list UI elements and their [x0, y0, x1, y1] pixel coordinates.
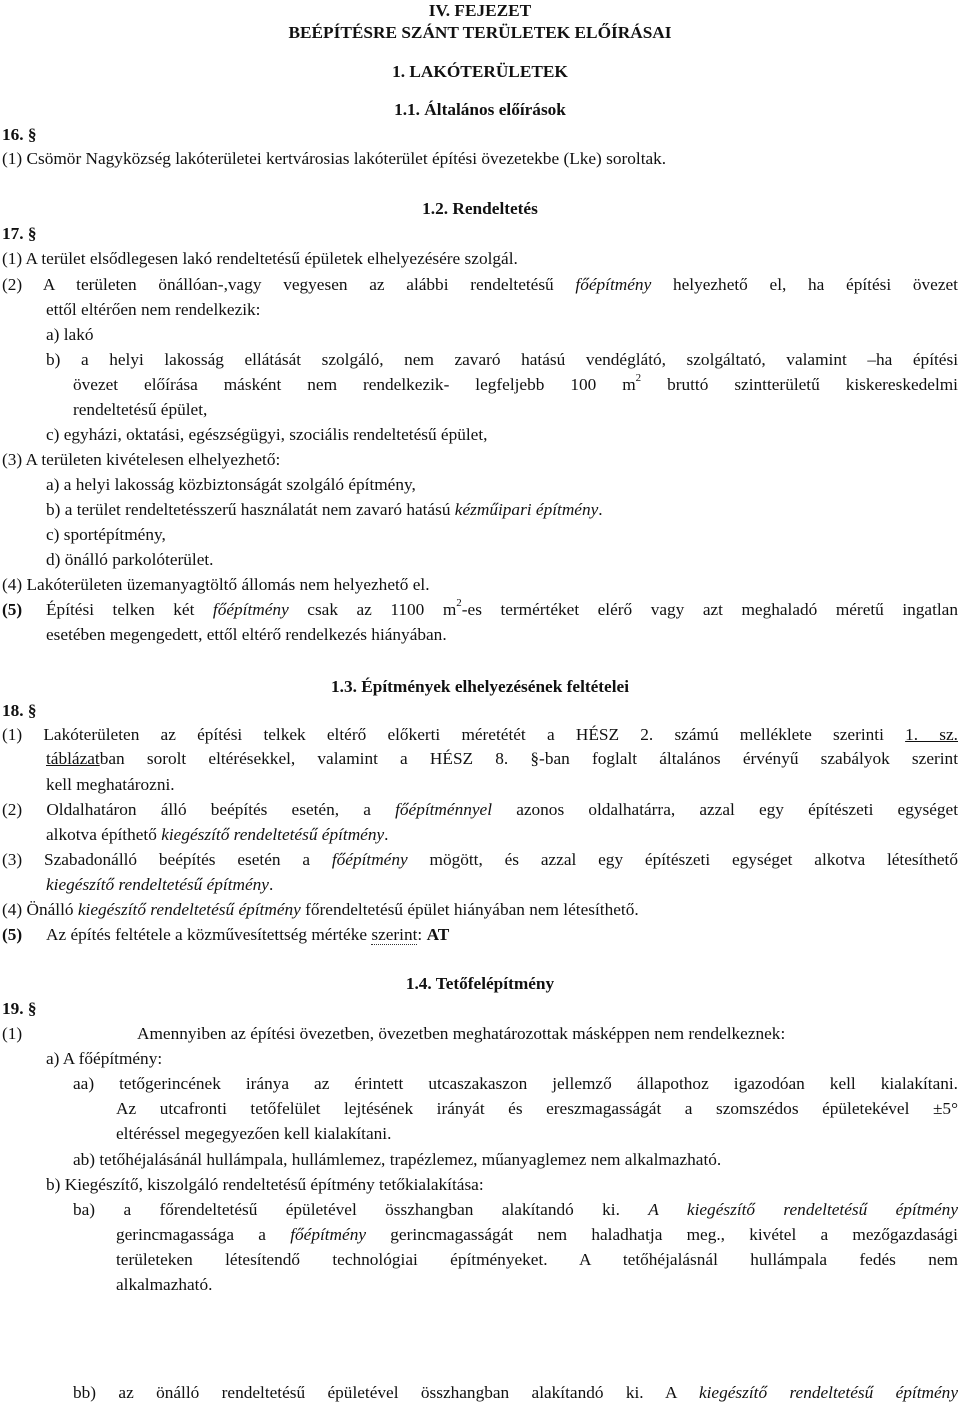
- text-run: bb) az önálló rendeltetésű épületével összhangban alakítandó ki. A: [73, 1383, 677, 1402]
- section-1-2-heading: 1.2. Rendeltetés: [422, 199, 538, 218]
- paragraph-18-sub-2-line-2: [46, 822, 389, 848]
- text-run: Az építés feltétele a közművesítettség mértéke: [46, 925, 368, 944]
- table-reference-link[interactable]: táblázat: [46, 749, 100, 768]
- term-foepitmeny: főépítmény: [290, 1225, 367, 1244]
- sub-3-item-c: c) sportépítmény,: [46, 525, 166, 544]
- text-run: b) a terület rendeltetésszerű használatát nem zavaró hatású: [46, 500, 451, 519]
- superscript: 2: [635, 372, 642, 385]
- sub-3-item-d: d) önálló parkolóterület.: [46, 550, 214, 569]
- item-ba-line-4: alkalmazható.: [116, 1275, 213, 1294]
- subsection-title: 1.1. Általános előírások: [394, 100, 566, 119]
- item-aa-line-2: Az utcafronti tetőfelület lejtésének irányát és ereszmagasságát a szomszédos épületekével ±5°: [116, 1099, 958, 1118]
- item-a: a) A főépítmény:: [46, 1049, 163, 1068]
- paragraph-16-number: 16. §: [2, 125, 37, 144]
- chapter-title: BEÉPÍTÉSRE SZÁNT TERÜLETEK ELŐÍRÁSAI: [288, 23, 672, 42]
- term-foepitmeny: főépítmény: [331, 850, 408, 869]
- text-run: bruttó szintterületű kiskereskedelmi: [667, 375, 958, 394]
- term-foepitmeny: főépítmény: [212, 600, 289, 619]
- item-bb-line-1: [73, 1380, 958, 1406]
- list-item-b-line-1: b) a helyi lakosság ellátását szolgáló, nem zavaró hatású vendéglátó, szolgáltató, valamint –ha építési: [46, 350, 958, 369]
- text-run: :: [417, 925, 423, 944]
- sub-3-item-a: a) a helyi lakosság közbiztonságát szolgáló építmény,: [46, 475, 416, 494]
- paragraph-17-sub-5-line-2: esetében megengedett, ettől eltérő rendelkezés hiányában.: [46, 625, 447, 644]
- text-run: gerincmagasságát nem haladhatja meg., kivétel a mezőgazdasági: [390, 1225, 958, 1244]
- text-run: .: [598, 500, 603, 519]
- text-run: (4) Önálló: [2, 900, 74, 919]
- list-item-c: c) egyházi, oktatási, egészségügyi, szociális rendeltetésű épület,: [46, 425, 488, 444]
- term-kiegeszito-epitmeny: A kiegészítő rendeltetésű építmény: [648, 1200, 958, 1219]
- item-b: b) Kiegészítő, kiszolgáló rendeltetésű építmény tetőkialakítása:: [46, 1175, 484, 1194]
- text-run: Építési telken két: [46, 600, 195, 619]
- text-run: (1) Lakóterületen az építési telkek eltérő előkerti méretétét a HÉSZ 2. számú melléklete szerinti: [2, 725, 884, 744]
- text-run: .: [268, 875, 274, 894]
- paragraph-18-sub-1-line-3: kell meghatározni.: [46, 775, 175, 794]
- paragraph-18-sub-5: [46, 922, 449, 948]
- text-run: ba) a főrendeltetésű épületével összhangban alakítandó ki.: [73, 1200, 620, 1219]
- item-aa-line-1: aa) tetőgerincének iránya az érintett utcaszakaszon jellemző állapothoz igazodóan kell kialakítani.: [73, 1074, 958, 1093]
- sub-3-item-b: [46, 497, 603, 523]
- item-ab: ab) tetőhéjalásánál hullámpala, hullámlemez, trapézlemez, műanyaglemez nem alkalmazható.: [73, 1150, 722, 1169]
- term-foepitmennyel: főépítménnyel: [395, 800, 493, 819]
- item-aa-line-3: eltéréssel megegyezően kell kialakítani.: [116, 1124, 392, 1143]
- text-run: .: [384, 825, 389, 844]
- table-reference-link[interactable]: 1. sz.: [905, 725, 959, 744]
- paragraph-17-sub-5-line-1: [46, 597, 958, 623]
- text-run: gerincmagassága a: [116, 1225, 266, 1244]
- text-run: (2) A területen önállóan-,vagy vegyesen az alábbi rendeltetésű: [2, 275, 554, 294]
- term-kiegeszito-epitmeny: kiegészítő rendeltetésű építmény: [161, 825, 385, 844]
- superscript: 2: [456, 597, 462, 610]
- text-run: (2) Oldalhatáron álló beépítés esetén, a: [2, 800, 371, 819]
- item-ba-line-3: területeken létesítendő technológiai építményeket. A tetőhéjalásnál hullámpala fedés nem: [116, 1250, 958, 1269]
- paragraph-19-sub-1-number: (1): [2, 1024, 23, 1043]
- term-kiegeszito-epitmeny: kiegészítő rendeltetésű építmény: [698, 1383, 958, 1402]
- paragraph-17-sub-3: (3) A területen kivételesen elhelyezhető:: [2, 450, 281, 469]
- text-run: -es termértéket elérő vagy azt meghaladó méretű ingatlan: [461, 600, 958, 619]
- paragraph-17-number: 17. §: [2, 224, 37, 243]
- list-item-a-lako: a) lakó: [46, 325, 94, 344]
- item-ba-line-2: [116, 1222, 958, 1248]
- paragraph-18-sub-4: [2, 897, 639, 923]
- text-run: (3) Szabadonálló beépítés esetén a: [2, 850, 311, 869]
- paragraph-18-sub-1-line-1: [2, 722, 958, 748]
- paragraph-18-sub-3-line-2: [46, 872, 273, 898]
- paragraph-17-sub-2-line-2: ettől eltérően nem rendelkezik:: [46, 300, 261, 319]
- paragraph-18-sub-1-line-2: [46, 746, 958, 772]
- text-run: helyezhető el, ha építési övezet: [672, 275, 958, 294]
- text-run: főrendeltetésű épület hiányában nem létesíthető.: [305, 900, 639, 919]
- text-run: mögött, és azzal egy építészeti egységet alkotva létesíthető: [429, 850, 958, 869]
- chapter-number: IV. FEJEZET: [428, 1, 532, 20]
- term-kiegeszito-epitmeny: kiegészítő rendeltetésű építmény: [77, 900, 301, 919]
- paragraph-17-sub-4: (4) Lakóterületen üzemanyagtöltő állomás nem helyezhető el.: [2, 575, 430, 594]
- paragraph-17-sub-5-number: (5): [2, 600, 23, 619]
- paragraph-19-sub-1-text: Amennyiben az építési övezetben, övezetben meghatározottak másképpen nem rendelkeznek:: [137, 1024, 786, 1043]
- text-run: azonos oldalhatárra, azzal egy építészeti egységet: [516, 800, 958, 819]
- paragraph-18-number: 18. §: [2, 701, 37, 720]
- text-run: csak az 1100 m: [307, 600, 457, 619]
- paragraph-18-sub-3-line-1: [2, 847, 958, 873]
- paragraph-17-sub-1: (1) A terület elsődlegesen lakó rendeltetésű épületek elhelyezésére szolgál.: [2, 249, 518, 268]
- text-run: szerint: [371, 925, 418, 944]
- text-run: alkotva építhető: [46, 825, 157, 844]
- paragraph-18-sub-2-line-1: [2, 797, 958, 823]
- utility-level-code: AT: [426, 925, 450, 944]
- list-item-b-line-2: [73, 372, 958, 398]
- term-foepitmeny: főépítmény: [575, 275, 652, 294]
- section-1-4-heading: 1.4. Tetőfelépítmény: [405, 974, 555, 993]
- section-title: 1. LAKÓTERÜLETEK: [392, 62, 568, 81]
- paragraph-16-sub-1: (1) Csömör Nagyközség lakóterületei kertvárosias lakóterület építési övezetekbe (Lke) soroltak.: [2, 149, 667, 168]
- term-kezmuipari-epitmeny: kézműipari építmény: [454, 500, 599, 519]
- list-item-b-line-3: rendeltetésű épület,: [73, 400, 208, 419]
- item-ba-line-1: [73, 1197, 958, 1223]
- text-run: övezet előírása másként nem rendelkezik- legfeljebb 100 m: [73, 375, 636, 394]
- section-1-3-heading: 1.3. Építmények elhelyezésének feltételei: [330, 677, 630, 696]
- paragraph-17-sub-2-line-1: [2, 272, 958, 298]
- text-run: ban sorolt eltérésekkel, valamint a HÉSZ 8. §-ban foglalt általános érvényű szabályok szerint: [99, 749, 958, 768]
- paragraph-19-number: 19. §: [2, 999, 37, 1018]
- paragraph-18-sub-5-number: (5): [2, 925, 23, 944]
- term-kiegeszito-epitmeny: kiegészítő rendeltetésű építmény: [46, 875, 269, 894]
